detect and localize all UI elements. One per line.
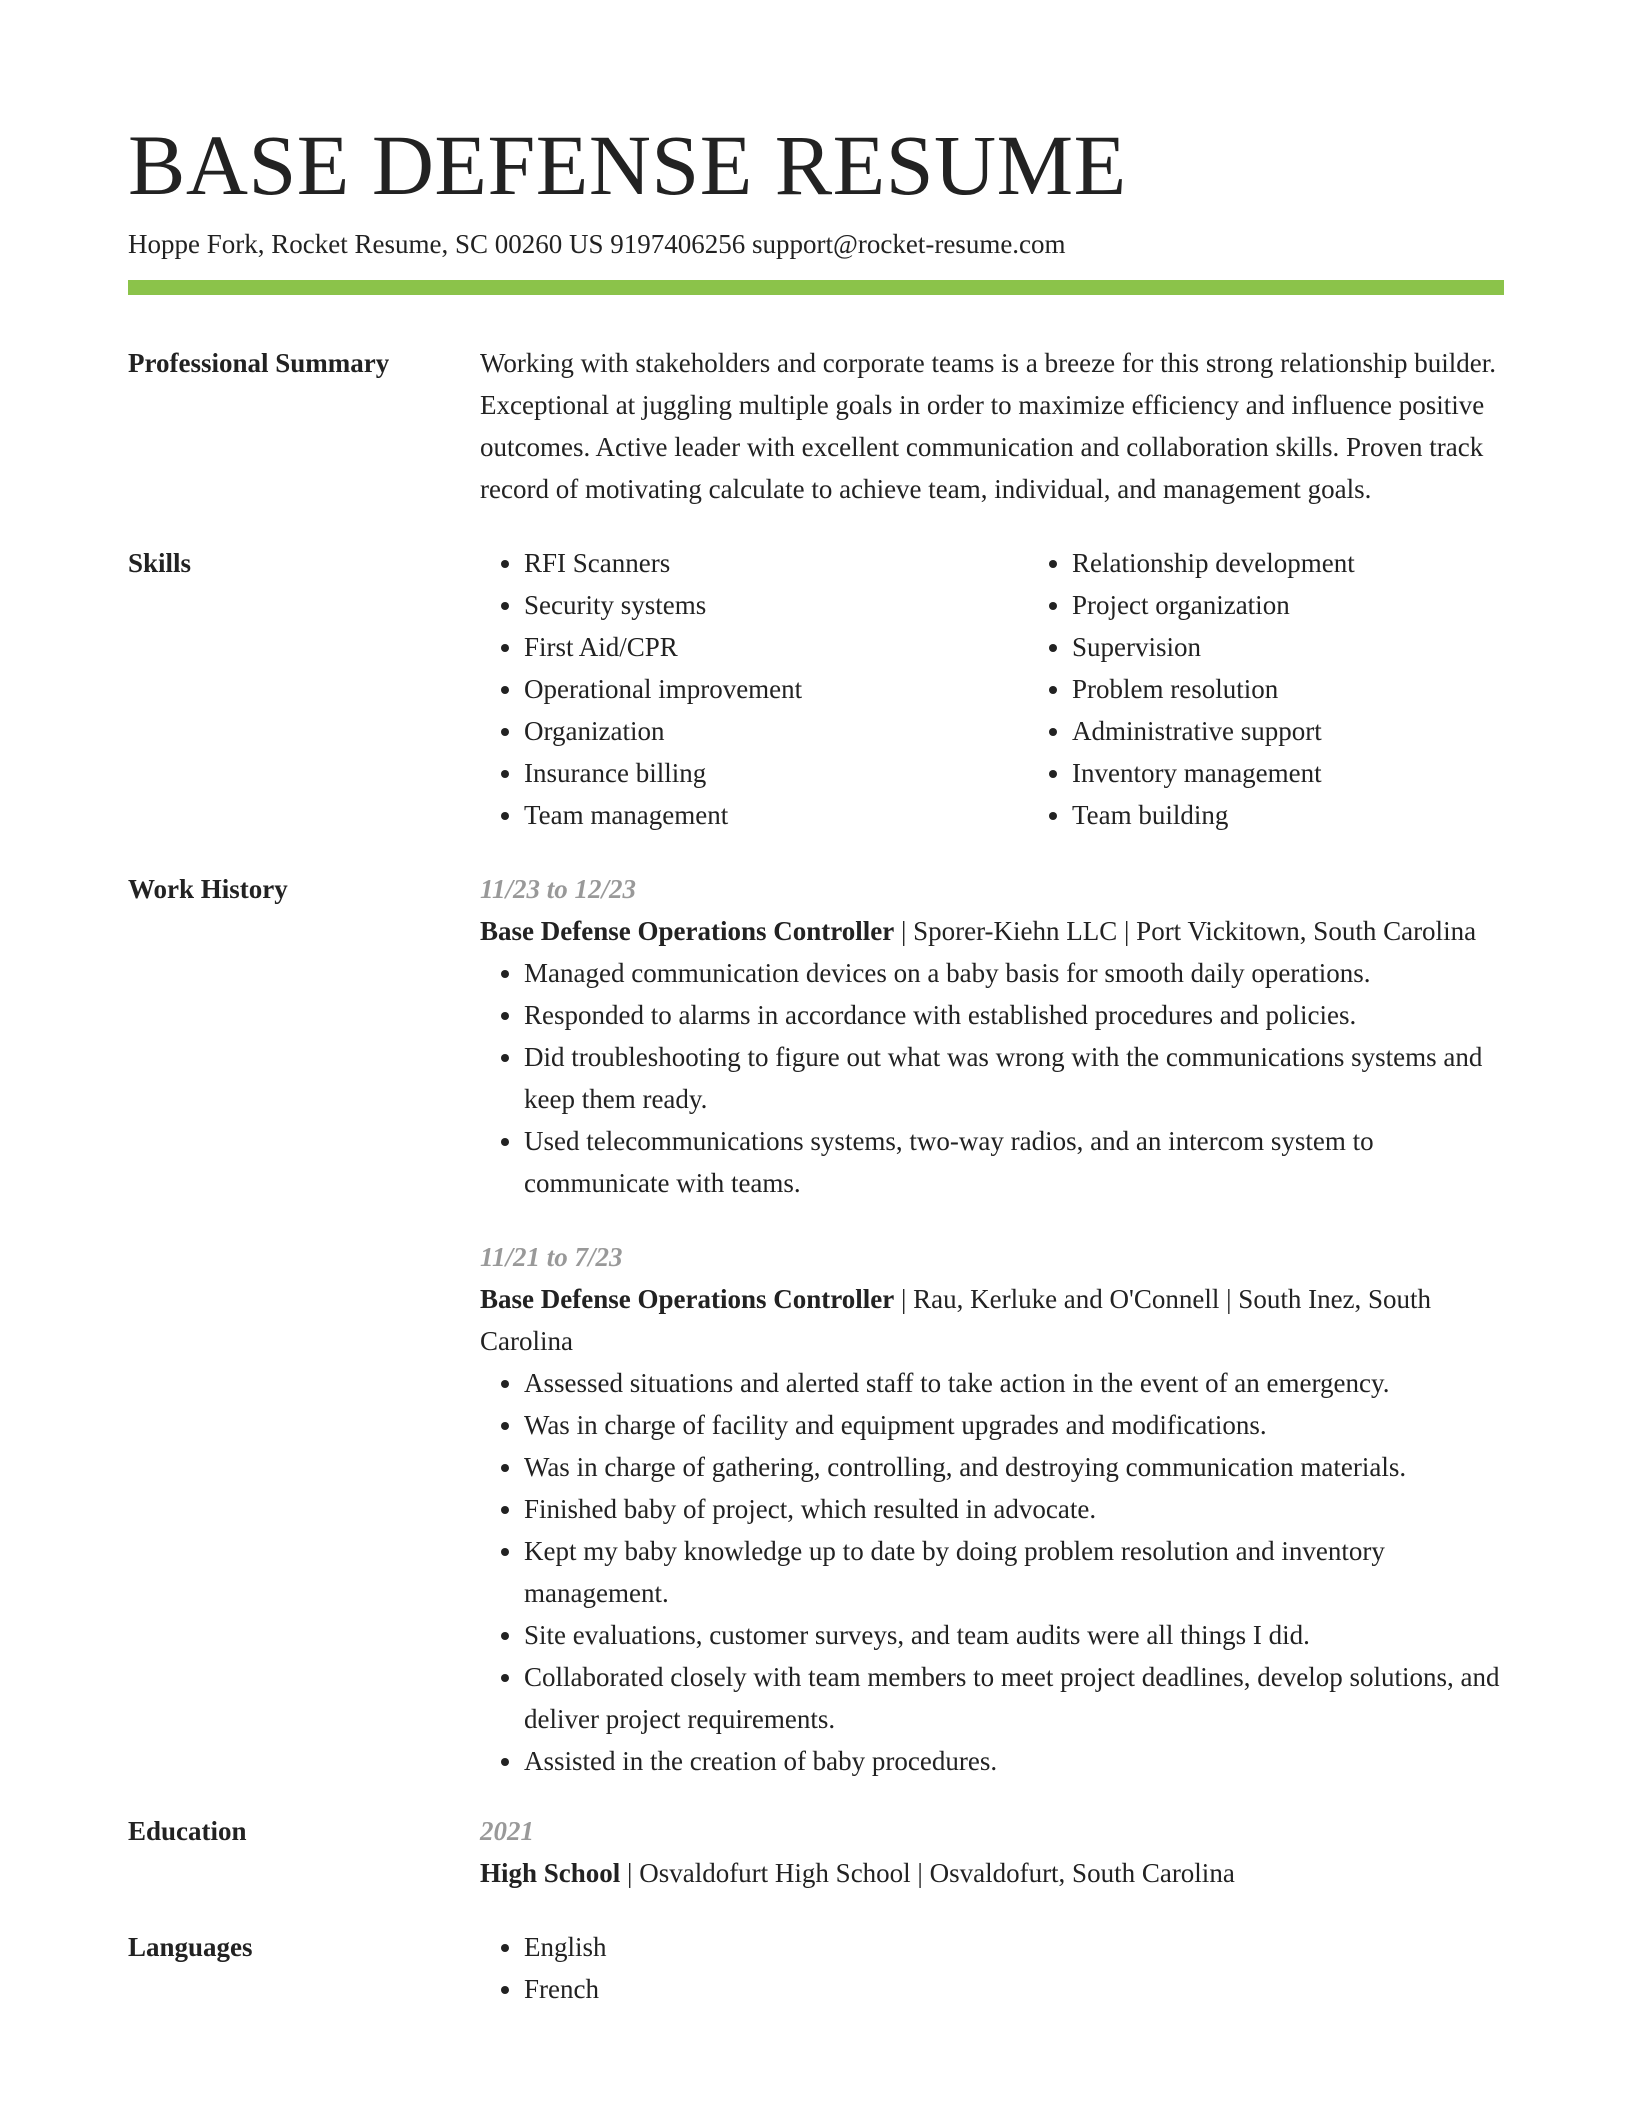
job-bullet: • Was in charge of facility and equipment upgrades and modifications. [524, 1404, 1504, 1446]
resume-title: BASE DEFENSE RESUME [128, 117, 1127, 213]
job-title: Base Defense Operations Controller [480, 915, 895, 946]
section-heading: Education [128, 1815, 247, 1846]
skill-item: • Operational improvement [524, 668, 1028, 710]
accent-divider [128, 280, 1504, 295]
job-dates: 11/23 to 12/23 [480, 873, 637, 904]
skill-item: • Relationship development [1072, 542, 1576, 584]
job-bullet: • Managed communication devices on a baby basis for smooth daily operations. [524, 952, 1504, 994]
summary-text: Working with stakeholders and corporate teams is a breeze for this strong relationship builder. Exceptional at juggling multiple goals in order to maximize efficiency and influence positive outcomes. Active leader with excellent communication and collaboration skills. Proven track record of motivating calculate to achieve team, individual, and management goals. [480, 347, 1497, 504]
contact-street: Hoppe Fork, [128, 228, 265, 259]
languages-list [480, 1926, 1504, 2010]
work-history-section [128, 868, 1504, 1782]
skills-list-left [480, 542, 1028, 836]
skills-list-right [1028, 542, 1576, 836]
skills-section [128, 542, 1504, 836]
resume-page [128, 118, 1504, 2010]
language-item: • French [524, 1968, 1504, 2010]
skill-item: • Organization [524, 710, 1028, 752]
education-body [480, 1810, 1504, 1894]
job-details: | Sporer-Kiehn LLC | Port Vickitown, South Carolina [894, 915, 1477, 946]
contact-zip: 00260 [494, 228, 563, 259]
contact-phone: 9197406256 [610, 228, 746, 259]
skill-item: • Administrative support [1072, 710, 1576, 752]
skill-item: • Inventory management [1072, 752, 1576, 794]
language-item: • English [524, 1926, 1504, 1968]
job-heading [480, 1278, 1504, 1362]
job-entry [480, 868, 1504, 1204]
section-heading: Work History [128, 873, 288, 904]
education-year: 2021 [480, 1815, 534, 1846]
education-degree: High School [480, 1857, 621, 1888]
education-details: | Osvaldofurt High School | Osvaldofurt, South Carolina [620, 1857, 1235, 1888]
section-heading: Languages [128, 1931, 253, 1962]
job-dates: 11/21 to 7/23 [480, 1241, 623, 1272]
contact-email: support@rocket-resume.com [752, 228, 1066, 259]
section-heading: Skills [128, 547, 192, 578]
skill-item: • Team building [1072, 794, 1576, 836]
skill-item: • Project organization [1072, 584, 1576, 626]
skill-item: • Problem resolution [1072, 668, 1576, 710]
summary-section [128, 342, 1504, 510]
skill-item: • Insurance billing [524, 752, 1028, 794]
job-entry [480, 1236, 1504, 1782]
contact-country: US [569, 228, 604, 259]
skill-item: • First Aid/CPR [524, 626, 1028, 668]
skill-item: • Supervision [1072, 626, 1576, 668]
job-bullet: • Assessed situations and alerted staff to take action in the event of an emergency. [524, 1362, 1504, 1404]
job-bullet: • Site evaluations, customer surveys, and team audits were all things I did. [524, 1614, 1504, 1656]
job-bullet: • Used telecommunications systems, two-way radios, and an intercom system to communicate with teams. [524, 1120, 1504, 1204]
work-history-body [480, 868, 1504, 1782]
languages-section [128, 1926, 1504, 2010]
job-details: | Rau, Kerluke and O'Connell | South Inez, South Carolina [480, 1283, 1432, 1356]
education-section [128, 1810, 1504, 1894]
job-bullet: • Kept my baby knowledge up to date by doing problem resolution and inventory management. [524, 1530, 1504, 1614]
job-bullet: • Was in charge of gathering, controlling, and destroying communication materials. [524, 1446, 1504, 1488]
job-bullet: • Collaborated closely with team members to meet project deadlines, develop solutions, and deliver project requirements. [524, 1656, 1504, 1740]
job-bullet: • Finished baby of project, which resulted in advocate. [524, 1488, 1504, 1530]
job-bullets [480, 1362, 1504, 1782]
contact-city-state: Rocket Resume, SC [271, 228, 488, 259]
education-heading [480, 1852, 1504, 1894]
languages-body [480, 1926, 1504, 2010]
skills-columns [480, 542, 1576, 836]
job-bullet: • Responded to alarms in accordance with established procedures and policies. [524, 994, 1504, 1036]
job-bullet: • Did troubleshooting to figure out what was wrong with the communications systems and keep them ready. [524, 1036, 1504, 1120]
contact-line [128, 227, 1504, 262]
job-bullets [480, 952, 1504, 1204]
skill-item: • Team management [524, 794, 1028, 836]
job-heading [480, 910, 1504, 952]
job-title: Base Defense Operations Controller [480, 1283, 895, 1314]
section-heading: Professional Summary [128, 347, 390, 378]
skill-item: • Security systems [524, 584, 1028, 626]
job-bullet: • Assisted in the creation of baby procedures. [524, 1740, 1504, 1782]
skill-item: • RFI Scanners [524, 542, 1028, 584]
